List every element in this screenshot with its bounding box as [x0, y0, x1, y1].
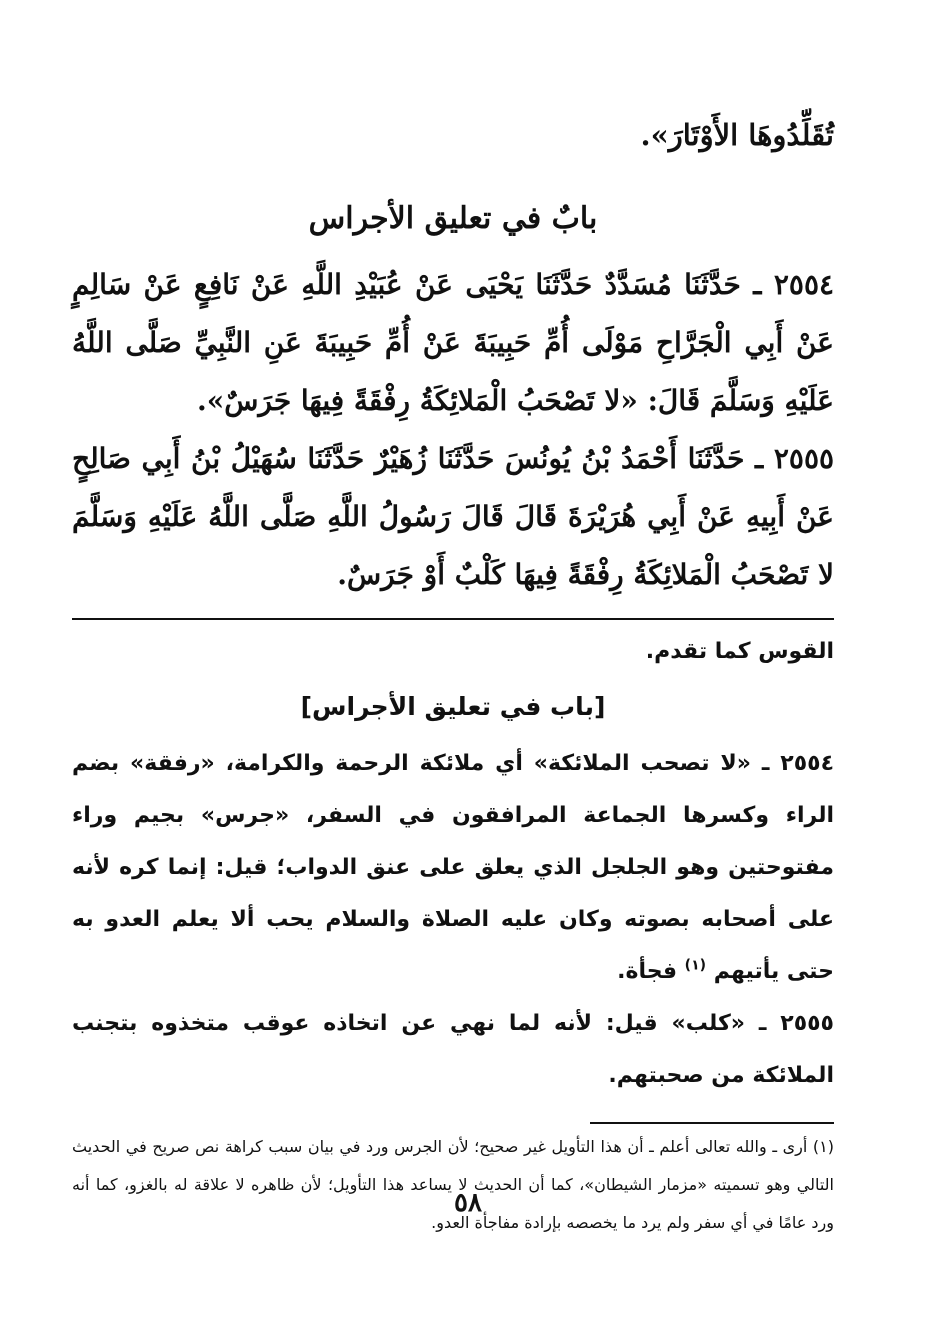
- commentary-separator: ـ: [751, 751, 770, 776]
- footnote-section: [72, 1128, 834, 1242]
- hadith-separator: ـ: [740, 268, 762, 301]
- commentary-text: «لا تصحب الملائكة» أي ملائكة الرحمة والكرامة، «رفقة» بضم الراء وكسرها الجماعة المرافقون في السفر، «جرس» بجيم وراء مفتوحتين وهو الجلجل الذي يعلق على عنق الدواب؛ قيل: إنما كره لأنه على أصحابه بصوته وكان عليه الصلاة والسلام يحب ألا يعلم العدو به حتى يأتيهم: [72, 751, 834, 984]
- page-number: ٥٨: [454, 1188, 482, 1218]
- section-divider: [72, 618, 834, 620]
- hadith-paragraph: [72, 256, 834, 430]
- commentary-continuation: القوس كما تقدم.: [645, 639, 834, 664]
- hadith-section: [72, 256, 834, 604]
- hadith-number: ٢٥٥٤: [773, 268, 835, 301]
- hadith-continuation-line: تُقَلِّدُوهَا الأَوْتَارَ».: [640, 118, 834, 152]
- commentary-paragraph: [72, 738, 834, 998]
- commentary-heading: [باب في تعليق الأجراس]: [300, 692, 606, 721]
- footnote-text: أرى ـ والله تعالى أعلم ـ أن هذا التأويل غير صحيح؛ لأن الجرس ورد في بيان سبب كراهة نص صريح في الحديث التالي وهو تسميته «مزمار الشيطان»، كما أن الحديث لا يساعد هذا التأويل؛ لأن ظاهره لا علاقة له بالغزو، كما أنه ورد عامًا في أي سفر ولم يرد ما يخصصه بإرادة مفاجأة العدو.: [72, 1137, 834, 1232]
- hadith-text: حَدَّثَنَا مُسَدَّدٌ حَدَّثَنَا يَحْيَى عَنْ عُبَيْدِ اللَّهِ عَنْ نَافِعٍ عَنْ سَالِمٍ عَنْ أَبِي الْجَرَّاحِ مَوْلَى أُمِّ حَبِيبَةَ عَنْ أُمِّ حَبِيبَةَ عَنِ النَّبِيِّ صَلَّى اللَّهُ عَلَيْهِ وَسَلَّمَ قَالَ: «لا تَصْحَبُ الْمَلائِكَةُ رِفْقَةً فِيهَا جَرَسٌ».: [72, 268, 834, 417]
- commentary-text: «كلب» قيل: لأنه لما نهي عن اتخاذه عوقب متخذوه بتجنب الملائكة من صحبتهم.: [72, 1011, 834, 1088]
- page-content: [72, 80, 834, 1260]
- hadith-text: حَدَّثَنَا أَحْمَدُ بْنُ يُونُسَ حَدَّثَنَا زُهَيْرٌ حَدَّثَنَا سُهَيْلُ بْنُ أَبِي صَالِحٍ عَنْ أَبِيهِ عَنْ أَبِي هُرَيْرَةَ قَالَ قَالَ رَسُولُ اللَّهِ صَلَّى اللَّهُ عَلَيْهِ وَسَلَّمَ لا تَصْحَبُ الْمَلائِكَةُ رِفْقَةً فِيهَا كَلْبٌ أَوْ جَرَسٌ.: [72, 442, 834, 591]
- commentary-paragraph: [72, 998, 834, 1102]
- footnote: [72, 1128, 834, 1242]
- chapter-heading: بابٌ في تعليق الأجراس: [308, 201, 598, 236]
- footnote-marker: (١): [812, 1137, 834, 1156]
- commentary-number: ٢٥٥٤: [780, 751, 834, 776]
- hadith-number: ٢٥٥٥: [773, 442, 835, 475]
- hadith-separator: ـ: [744, 442, 764, 475]
- footnote-rule: [590, 1122, 834, 1124]
- hadith-paragraph: [72, 430, 834, 604]
- footnote-reference[interactable]: (١): [684, 957, 707, 974]
- commentary-separator: ـ: [745, 1011, 767, 1036]
- commentary-section: [72, 626, 834, 1102]
- commentary-text-end: فجأة.: [617, 959, 677, 984]
- commentary-number: ٢٥٥٥: [780, 1011, 834, 1036]
